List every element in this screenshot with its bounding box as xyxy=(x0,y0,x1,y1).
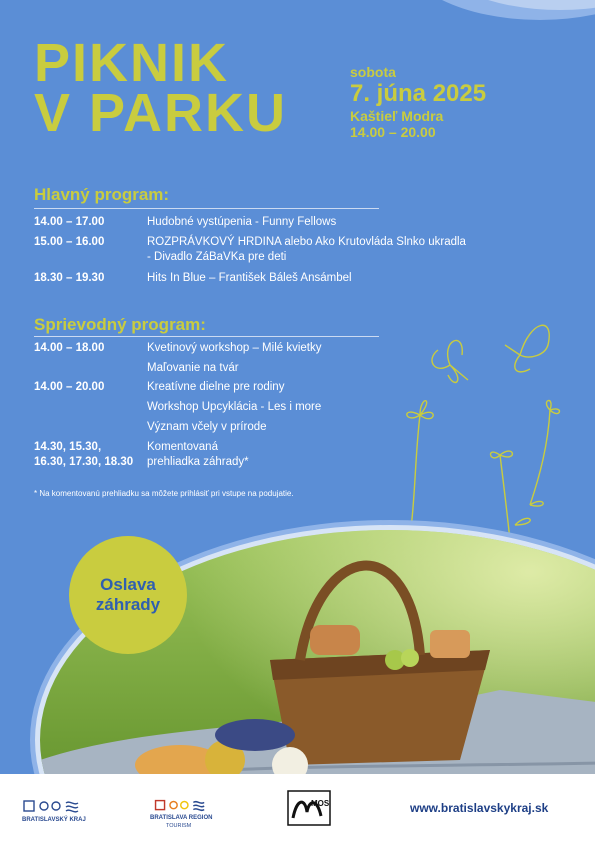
mos-logo xyxy=(287,790,331,826)
butterfly-icon xyxy=(432,341,468,383)
event-date: 7. júna 2025 xyxy=(350,80,487,107)
program-desc: Kreatívne dielne pre rodiny xyxy=(147,381,285,393)
divider xyxy=(34,208,379,209)
bratislava-region-logo xyxy=(22,797,92,817)
badge-line-2: záhrady xyxy=(95,595,161,614)
program-time: 16.30, 17.30, 18.30 xyxy=(34,456,134,468)
flower-icon xyxy=(530,401,559,505)
event-time: 14.00 – 20.00 xyxy=(350,124,436,140)
butterfly-icon xyxy=(505,325,549,372)
logo2-sublabel: TOURISM xyxy=(166,823,192,829)
program-time: 15.00 – 16.00 xyxy=(34,236,105,248)
side-program-heading: Sprievodný program: xyxy=(34,315,206,334)
program-desc: Maľovanie na tvár xyxy=(147,362,239,374)
mos-logo-text: MOS xyxy=(311,799,330,808)
event-day: sobota xyxy=(350,64,396,80)
program-time: 18.30 – 19.30 xyxy=(34,272,105,284)
celebration-badge xyxy=(69,536,187,654)
program-desc: ROZPRÁVKOVÝ HRDINA alebo Ako Krutovláda Slnko ukradla xyxy=(147,236,466,248)
logo2-label: BRATISLAVA REGION xyxy=(150,815,213,821)
main-program-heading: Hlavný program: xyxy=(34,185,170,204)
program-desc: Kvetinový workshop – Milé kvietky xyxy=(147,342,322,354)
program-time: 14.00 – 17.00 xyxy=(34,216,105,228)
tourism-logo xyxy=(150,797,225,815)
event-info xyxy=(350,64,486,140)
program-desc: prehliadka záhrady* xyxy=(147,456,249,468)
program-desc: Komentovaná xyxy=(147,441,218,453)
badge-line-1: Oslava xyxy=(100,575,156,594)
program-desc: Hits In Blue – František Báleš Ansámbel xyxy=(147,272,352,284)
event-place: Kaštieľ Modra xyxy=(350,108,444,124)
divider xyxy=(34,336,379,337)
program-desc: Hudobné vystúpenia - Funny Fellows xyxy=(147,216,337,228)
event-title xyxy=(34,33,288,143)
title-line-1: PIKNIK xyxy=(34,33,230,93)
title-line-2: V PARKU xyxy=(34,83,288,143)
program-desc: Význam včely v prírode xyxy=(147,421,267,433)
program-desc: Workshop Upcyklácia - Les i more xyxy=(147,401,322,413)
flower-icon xyxy=(407,401,433,535)
program-desc: - Divadlo ZáBaVKa pre deti xyxy=(147,251,287,263)
logo1-label: BRATISLAVSKÝ KRAJ xyxy=(22,817,86,823)
website-url[interactable]: www.bratislavskykraj.sk xyxy=(410,801,549,815)
program-time: 14.00 – 18.00 xyxy=(34,342,105,354)
program-time: 14.30, 15.30, xyxy=(34,441,102,453)
footnote: * Na komentovanú prehliadku sa môžete prihlásiť pri vstupe na podujatie. xyxy=(34,489,294,498)
program-time: 14.00 – 20.00 xyxy=(34,381,105,393)
